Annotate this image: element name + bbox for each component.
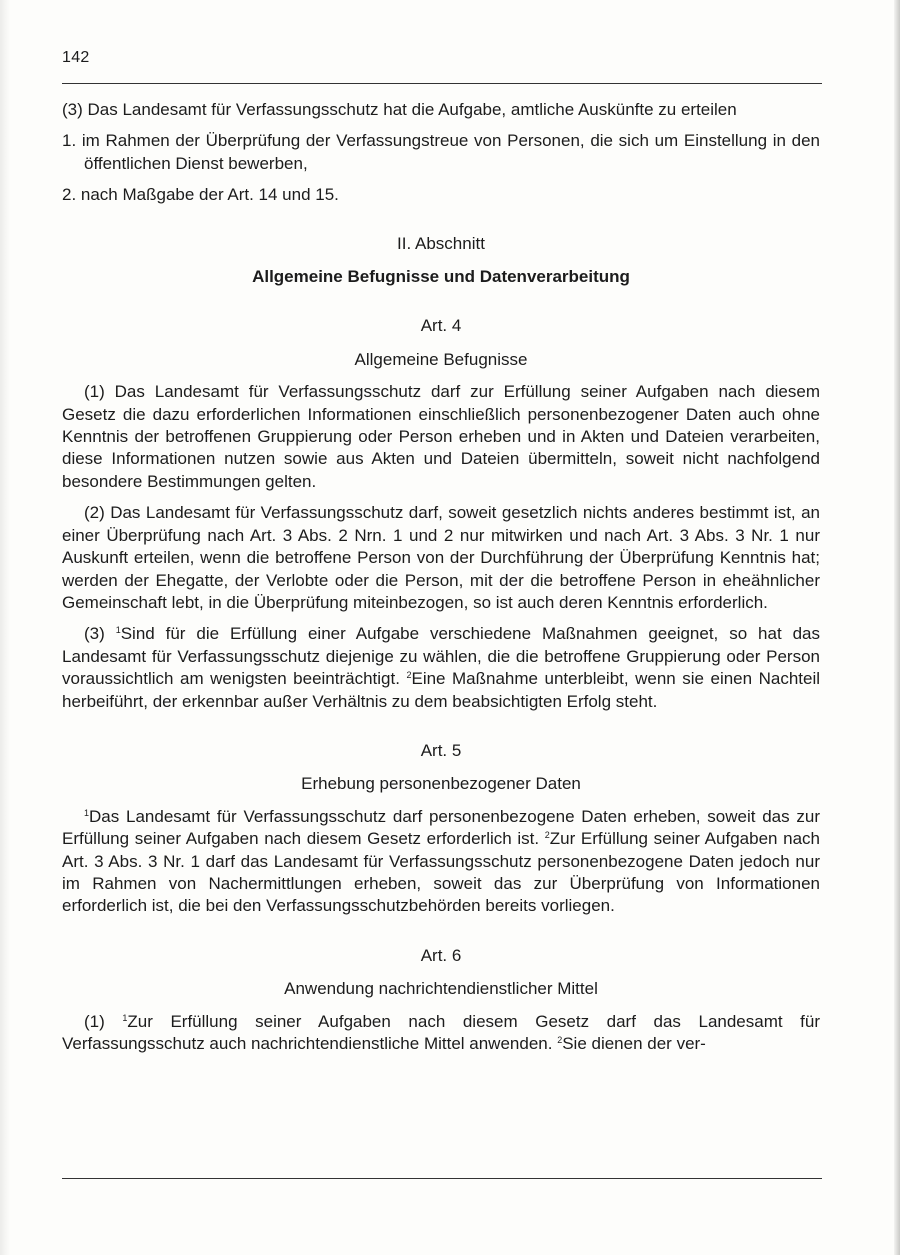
article-4-paragraph-2: (2) Das Landesamt für Verfassungsschutz darf, soweit gesetzlich nichts anderes bestimmt ist, an einer Überprüfung nach Art. 3 Abs. 2 Nrn. 1 und 2 nur mitwirken und nach Art. 3 Abs. 3 Nr. 1 nur Auskunft erteilen, wenn die betroffene Person von der Durchführung der Überprüfung Kenntnis hat; werden der Ehegatte, der Verlobte oder die Person, mit der die betroffene Person in eheähnlicher Gemeinschaft lebt, in die Überprüfung miteinbezogen, so ist auch deren Kenntnis erforderlich. bbox=[62, 503, 820, 612]
article-6-label: Art. 6 bbox=[420, 945, 462, 965]
sentence-text: Eine Maßnahme unterbleibt, wenn sie einen Nachteil herbeiführt, der erkennbar außer Verhältnis zu dem beabsichtigten Erfolg steht. bbox=[62, 669, 821, 711]
article-6-paragraph-1 bbox=[62, 1011, 820, 1056]
page-number: 142 bbox=[62, 49, 90, 66]
scan-right-edge bbox=[894, 0, 900, 1255]
sentence-text: Zur Erfüllung seiner Aufgaben nach Art. 3 Abs. 3 Nr. 1 darf das Landesamt für Verfassungsschutz personenbezogene Daten jedoch nur im Rahmen von Nachermittlungen erheben, soweit das zur Überprüfung von Informationen erforderlich ist, die bei den Verfassungsschutzbehörden bereits vorliegen. bbox=[62, 829, 820, 916]
article-5-paragraph bbox=[62, 806, 820, 918]
article-5-title: Erhebung personenbezogener Daten bbox=[301, 774, 581, 794]
article-4-title: Allgemeine Befugnisse bbox=[354, 349, 528, 369]
section-title: Allgemeine Befugnisse und Datenverarbeitung bbox=[252, 267, 630, 287]
scan-left-edge bbox=[0, 0, 10, 1255]
sentence-text: Zur Erfüllung seiner Aufgaben nach diesem Gesetz darf das Landesamt für Verfassungsschutz auch nachrichtendienstliche Mittel anwenden. bbox=[62, 1011, 821, 1053]
sentence-text: Das Landesamt für Verfassungsschutz darf personenbezogene Daten erheben, soweit das zur Erfüllung seiner Aufgaben nach diesem Gesetz erforderlich ist. bbox=[62, 806, 820, 849]
header-rule bbox=[62, 83, 822, 84]
sentence-number: 1 bbox=[115, 625, 121, 636]
section-label: II. Abschnitt bbox=[397, 233, 485, 253]
article-4-paragraph-1: (1) Das Landesamt für Verfassungsschutz darf zur Erfüllung seiner Aufgaben nach diesem Gesetz die dazu erforderlichen Informationen einschließlich personenbezogener Daten auch ohne Kenntnis der betroffenen Gruppierung oder Person erheben und in Akten und Dateien verarbeiten, diese Informationen nutzen sowie aus Akten und Dateien übermitteln, soweit nicht nachfolgend besondere Bestimmungen gelten. bbox=[62, 382, 820, 491]
article-6-title: Anwendung nachrichtendienstlicher Mittel bbox=[284, 979, 598, 999]
list-item-2: 2. nach Maßgabe der Art. 14 und 15. bbox=[62, 185, 339, 205]
article-5-label: Art. 5 bbox=[420, 740, 462, 760]
paragraph-number: (3) bbox=[84, 624, 116, 644]
sentence-text: Sind für die Erfüllung einer Aufgabe verschiedene Maßnahmen geeignet, so hat das Landesamt für Verfassungsschutz diejenige zu wählen, die die betroffene Gruppierung oder Person voraussichtlich am wenigsten beeinträchtigt. bbox=[62, 624, 820, 689]
sentence-number: 2 bbox=[406, 670, 412, 681]
sentence-number: 2 bbox=[544, 830, 550, 841]
sentence-number: 2 bbox=[557, 1035, 563, 1045]
paragraph-number: (1) bbox=[84, 1011, 123, 1031]
footer-rule bbox=[62, 1178, 822, 1179]
article-4-label: Art. 4 bbox=[420, 316, 462, 336]
list-item-1: 1. im Rahmen der Überprüfung der Verfassungstreue von Personen, die sich um Einstellung in den öffentlichen Dienst bewerben, bbox=[62, 131, 820, 173]
sentence-number: 1 bbox=[122, 1012, 128, 1023]
sentence-number: 1 bbox=[84, 807, 90, 818]
article-4-paragraph-3 bbox=[62, 623, 820, 713]
sentence-text: Sie dienen der ver- bbox=[562, 1034, 706, 1053]
document-body bbox=[62, 99, 820, 1055]
paragraph-3-intro: (3) Das Landesamt für Verfassungsschutz hat die Aufgabe, amtliche Auskünfte zu erteilen bbox=[62, 100, 737, 119]
